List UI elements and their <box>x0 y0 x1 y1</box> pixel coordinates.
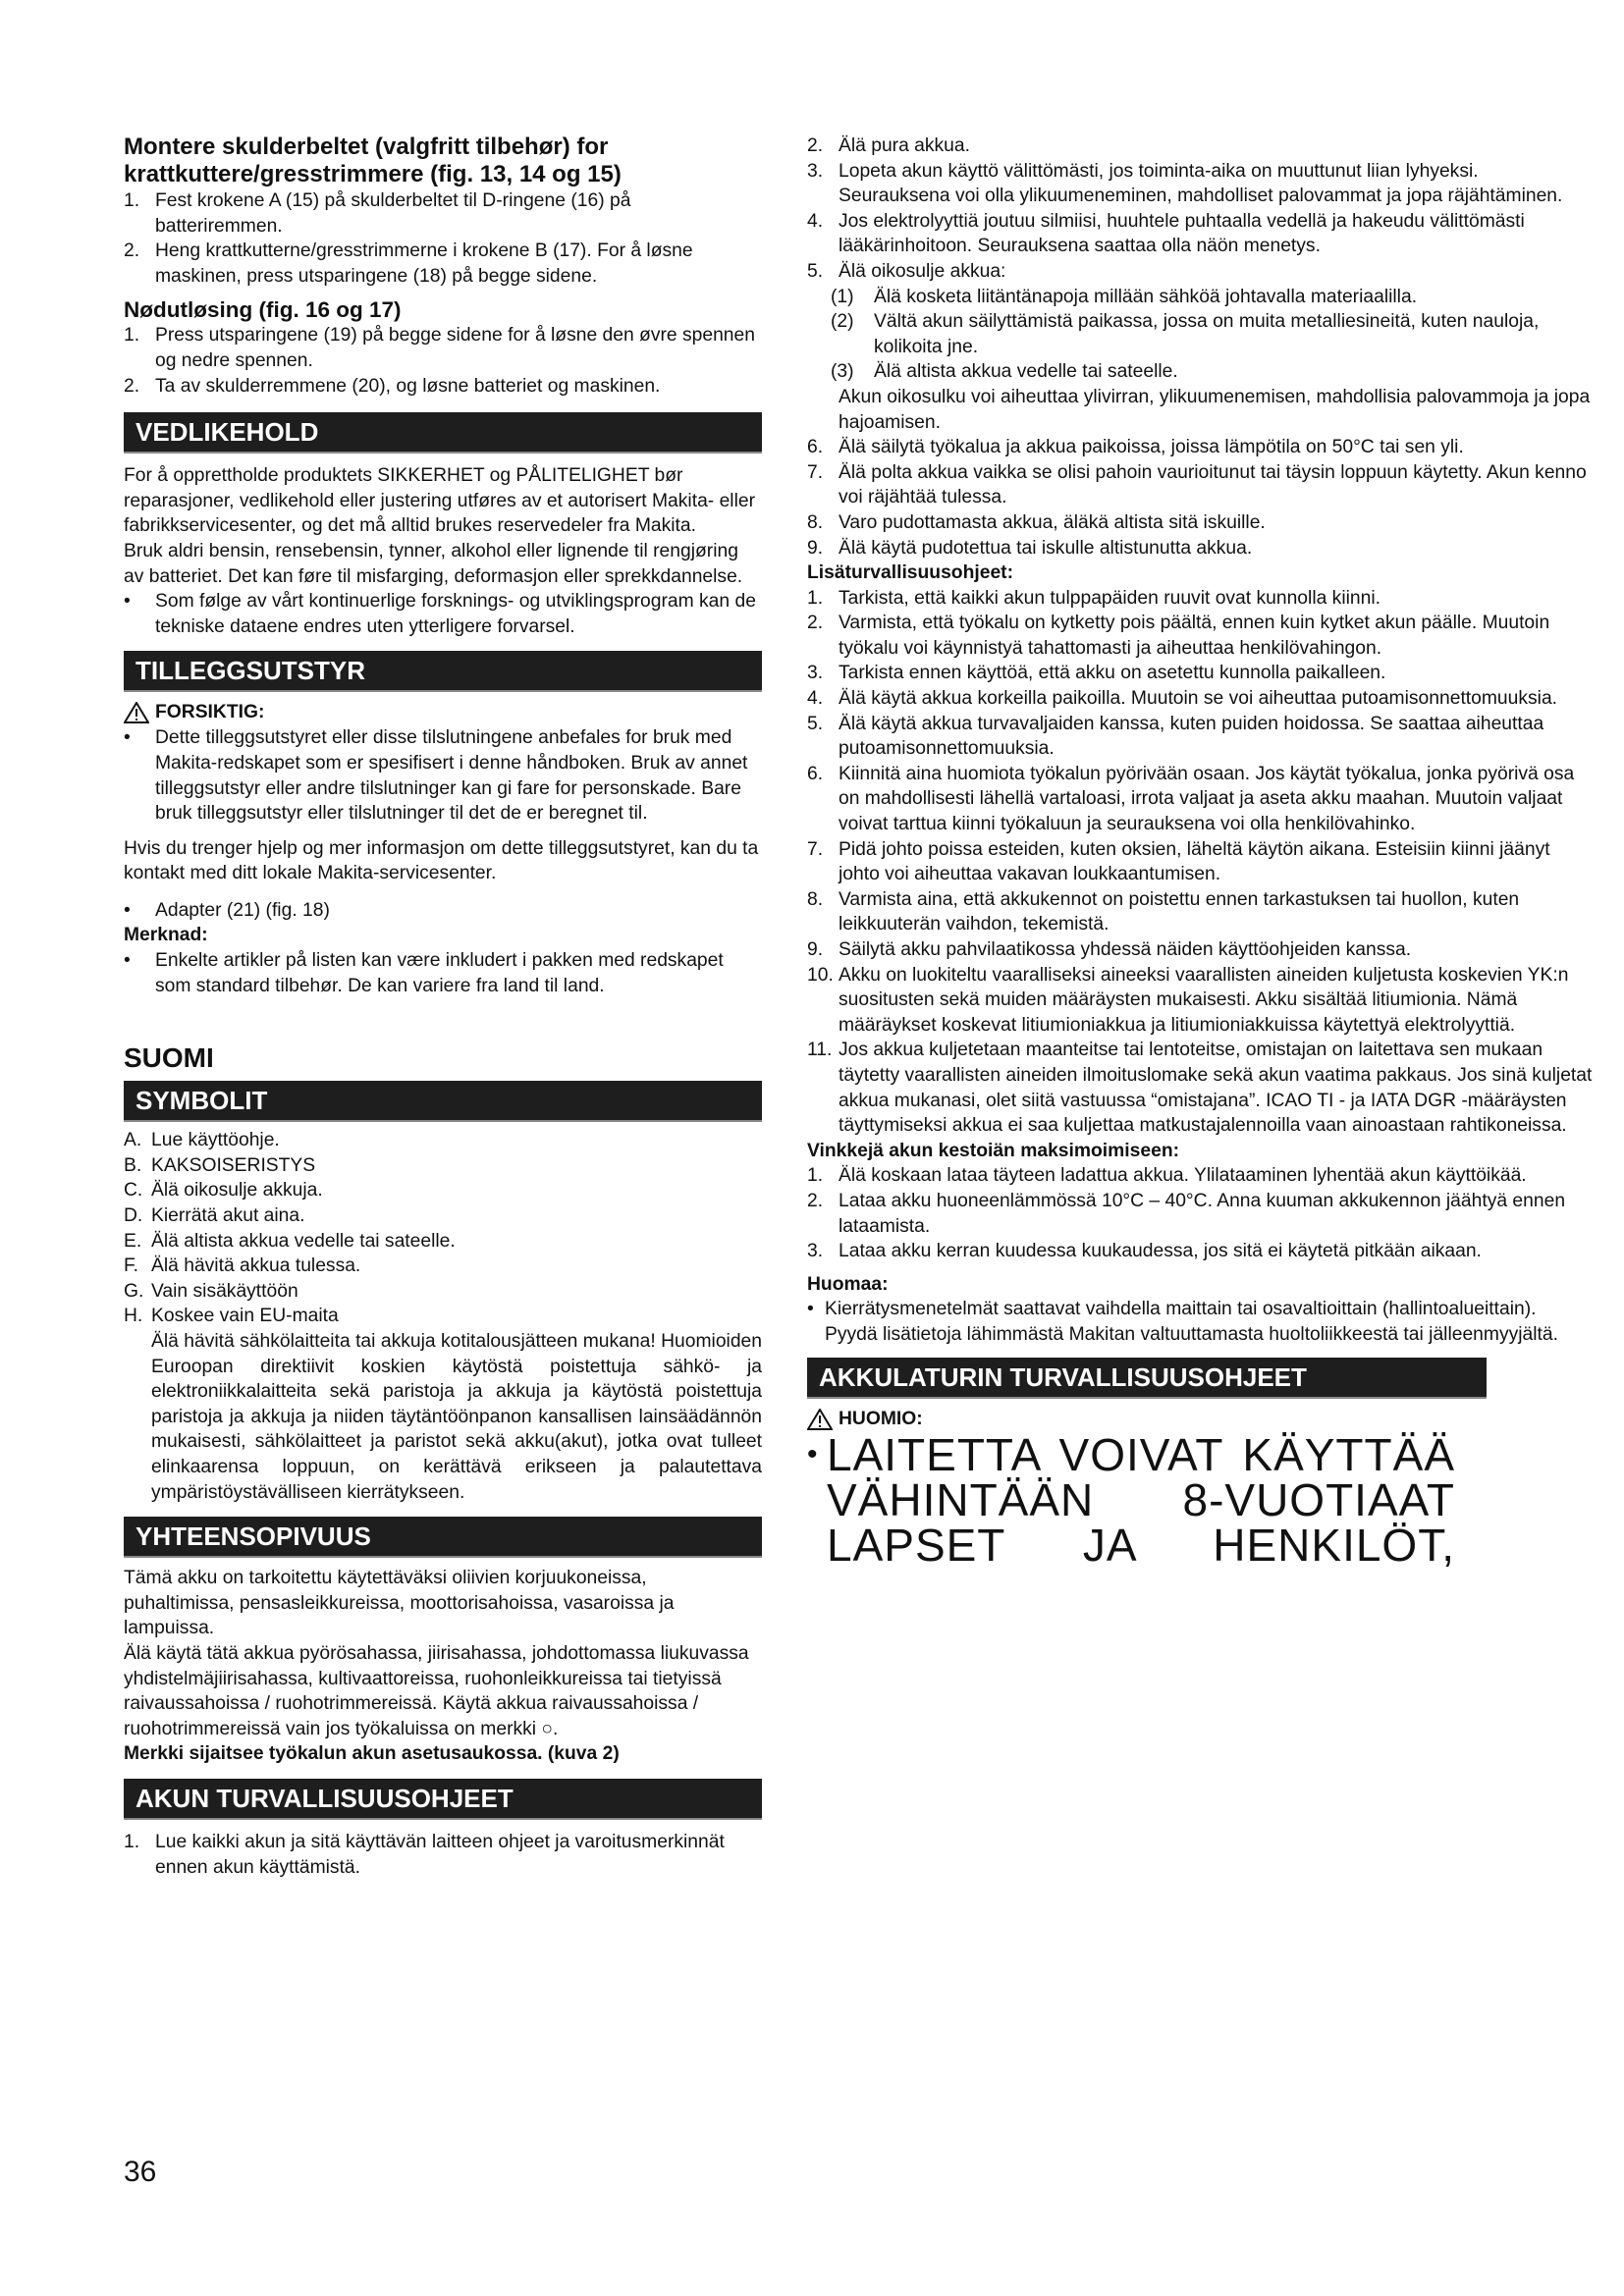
nod-heading: Nødutløsing (fig. 16 og 17) <box>124 297 402 323</box>
right-column <box>807 133 1593 1571</box>
list-item: 9. Säilytä akku pahvilaatikossa yhdessä näiden käyttöohjeiden kanssa. <box>807 939 1412 960</box>
bullet-item: • Enkelte artikler på listen kan være inkludert i pakken med redskapet som standard tilbehør. De kan variere fra land til land. <box>124 950 724 996</box>
list-item: E. Älä altista akkua vedelle tai sateelle. <box>124 1230 456 1252</box>
skulder-heading: Montere skulderbeltet (valgfritt tilbehør) for krattkuttere/gresstrimmere (fig. 13, 14 og 15) <box>124 133 622 187</box>
list-item: 2. Heng krattkutterne/gresstrimmerne i krokene B (17). For å løsne maskinen, press utsparingene (18) på begge sidene. <box>124 240 693 287</box>
list-item: 1. Fest krokene A (15) på skulderbeltet til D-ringene (16) på batteriremmen. <box>124 190 631 237</box>
list-item: 4. Jos elektrolyyttiä joutuu silmiisi, huuhtele puhtaalla vedellä ja hakeudu välittömästi lääkärinhoitoon. Seurauksena saattaa olla näön menetys. <box>807 210 1525 257</box>
huomio-label: HUOMIO: <box>807 1407 1593 1432</box>
list-item: 11. Jos akkua kuljetetaan maanteitse tai lentoteitse, omistajan on laitettava sen mukaan täytetty vaarallisten aineiden ilmoituslomake sekä akun vaatima pakkaus. Jos sinä kuljetat akkua mukanasi, olet siitä vastuussa “omistajana”. ICAO TI - ja IATA DGR -määräysten täyttymiseksi akkua ei saa kuljettaa matkustajalennoilla vaan ainoastaan rahtikoneissa. <box>807 1040 1593 1137</box>
list-item: 4. Älä käytä akkua korkeilla paikoilla. Muutoin se voi aiheuttaa putoamisonnettomuuksia. <box>807 688 1558 710</box>
list-item: 8. Varo pudottamasta akkua, äläkä altista sitä iskuille. <box>807 511 1266 533</box>
warning-triangle-icon <box>124 702 149 723</box>
list-item: H. Koskee vain EU-maita <box>124 1306 339 1327</box>
bullet-item: • Dette tilleggsutstyret eller disse tilslutningene anbefales for bruk med Makita-redskapet som er spesifisert i denne håndboken. Bruk av annet tilleggsutstyr eller andre tilslutninger kan gi fare for personskade. Bare bruk tilleggsutstyr eller tilslutninger til det de er beregnet til. <box>124 727 748 825</box>
large-warning-text: • LAITETTA VOIVAT KÄYTTÄÄ VÄHINTÄÄN 8-VUOTIAAT LAPSET JA HENKILÖT, <box>807 1428 1455 1571</box>
bullet-item: • Som følge av vårt kontinuerlige forsknings- og utviklingsprogram kan de tekniske dataene endres uten ytterligere forvarsel. <box>124 591 756 637</box>
list-item: 2. Lataa akku huoneenlämmössä 10°C – 40°C. Anna kuuman akkukennon jäähtyä ennen lataamista. <box>807 1190 1566 1237</box>
compat-paragraph: Tämä akku on tarkoitettu käytettäväksi oliivien korjuukoneissa, puhaltimissa, pensasleikkureissa, moottorisahoissa, vasaroissa ja lampuissa. <box>124 1568 675 1639</box>
list-item: 2. Varmista, että työkalu on kytketty pois päältä, ennen kuin kytket akun päälle. Muutoin työkalu voi käynnistyä tahattomasti ja aiheuttaa henkilövahingon. <box>807 613 1550 659</box>
list-item: 1. Lue kaikki akun ja sitä käyttävän laitteen ohjeet ja varoitusmerkinnät ennen akun käyttämistä. <box>124 1831 725 1878</box>
list-item: F. Älä hävitä akkua tulessa. <box>124 1255 361 1277</box>
list-item: 6. Älä säilytä työkalua ja akkua paikoissa, joissa lämpötila on 50°C tai sen yli. <box>807 437 1464 458</box>
section-bar-akkulaturi: AKKULATURIN TURVALLISUUSOHJEET <box>807 1358 1487 1399</box>
list-item: 1. Press utsparingene (19) på begge sidene for å løsne den øvre spennen og nedre spennen. <box>124 325 755 371</box>
skulder-steps <box>124 188 762 289</box>
help-text: Hvis du trenger hjelp og mer informasjon om dette tilleggsutstyret, kan du ta kontakt med ditt lokale Makita-servicesenter. <box>124 837 759 884</box>
bullet-item: • Kierrätysmenetelmät saattavat vaihdella maittain tai osavaltioittain (hallintoalueittain). Pyydä lisätietoja lähimmästä Makitan valtuuttamasta huoltoliikkeestä tai jälleenmyyjältä. <box>807 1299 1558 1345</box>
list-item: 3. Lopeta akun käyttö välittömästi, jos toiminta-aika on muuttunut liian lyhyeksi. Seurauksena voi olla ylikuumeneminen, mahdolliset palovammat ja jopa räjähtäminen. <box>807 160 1563 207</box>
list-item: 1. Tarkista, että kaikki akun tulppapäiden ruuvit ovat kunnolla kiinni. <box>807 587 1380 609</box>
compat-paragraph: Merkki sijaitsee työkalun akun asetusaukossa. (kuva 2) <box>124 1743 620 1765</box>
section-bar-yhteensopivuus: YHTEENSOPIVUUS <box>124 1517 762 1558</box>
forsiktig-label: FORSIKTIG: <box>124 700 762 725</box>
list-item: 7. Pidä johto poissa esteiden, kuten oksien, läheltä käytön aikana. Esteisiin kiinni jäänyt johto voi aiheuttaa vakavan loukkaantumisen. <box>807 838 1550 885</box>
section-bar-vedlikehold: VEDLIKEHOLD <box>124 412 762 454</box>
page-number: 36 <box>124 2156 157 2188</box>
list-item: 2. Ta av skulderremmene (20), og løsne batteriet og maskinen. <box>124 375 661 397</box>
vinkkeja-heading: Vinkkejä akun kestoiän maksimoimiseen: <box>807 1140 1180 1161</box>
weee-text: Älä hävitä sähkölaitteita tai akkuja kotitalousjätteen mukana! Huomioiden Euroopan direktiivit koskien käytöstä poistettuja sähkö- ja elektroniikkalaitteita sekä paristoja ja akkuja ja käytöstä poistettuja paristoja ja akkuja ja niiden täytäntöönpanon kansallisen lainsäädännön mukaisesti, sähkölaitteet ja paristot sekä akku(akut), jotka ovat tulleet elinkaarensa loppuun, on kerättävä erikseen ja palautettava ympäristöystävälliseen kierrätykseen. <box>151 1331 762 1503</box>
vedlikehold-paragraph: For å opprettholde produktets SIKKERHET og PÅLITELIGHET bør reparasjoner, vedlikehold eller justering utføres av et autorisert Makita- eller fabrikkservicesenter, og det må alltid brukes reservedeler fra Makita. <box>124 465 756 537</box>
section-bar-akun-turvallisuus: AKUN TURVALLISUUSOHJEET <box>124 1779 762 1820</box>
list-item: 3. Tarkista ennen käyttöä, että akku on asetettu kunnolla paikalleen. <box>807 663 1386 684</box>
symbol-list <box>124 1128 762 1505</box>
list-item: 5. Älä käytä akkua turvavaljaiden kanssa, kuten puiden hoidossa. Se saattaa aiheuttaa putoamisonnettomuuksia. <box>807 713 1544 760</box>
compat-paragraph: Älä käytä tätä akkua pyörösahassa, jiirisahassa, johdottomassa liukuvassa yhdistelmäjiirisahassa, kultivaattoreissa, ruohonleikkureissa tai tietyissä raivaussahoissa / ruohotrimmereissä. Käytä akkua raivaussahoissa / ruohotrimmereissä vain jos työkaluissa on merkki ○. <box>124 1642 749 1739</box>
list-item: 2. Älä pura akkua. <box>807 135 970 156</box>
list-item: G. Vain sisäkäyttöön <box>124 1280 298 1302</box>
list-item: 1. Älä koskaan lataa täyteen ladattua akkua. Ylilataaminen lyhentää akun käyttöikää. <box>807 1165 1527 1187</box>
left-column <box>124 133 762 1880</box>
list-item: 8. Varmista aina, että akkukennot on poistettu ennen tarkastuksen tai huollon, kuten leikkuuterän vaihdon, tekemistä. <box>807 888 1520 935</box>
list-item: 7. Älä polta akkua vaikka se olisi pahoin vaurioitunut tai täysin loppuun käytetty. Akun kenno voi räjähtää tulessa. <box>807 461 1587 508</box>
huomaa-label: Huomaa: <box>807 1273 889 1295</box>
vedlikehold-paragraph: Bruk aldri bensin, rensebensin, tynner, alkohol eller lignende til rengjøring av batteriet. Det kan føre til misfarging, deformasjon eller sprekkdannelse. <box>124 540 743 587</box>
lisa-heading: Lisäturvallisuusohjeet: <box>807 562 1014 584</box>
list-item: 6. Kiinnitä aina huomiota työkalun pyörivään osaan. Jos käytät työkalua, jonka pyörivä osa on mahdollisesti lähellä vartaloasi, irrota valjaat ja aseta akku maahan. Muutoin valjaat voivat tarttua kiinni työkaluun ja seurauksena voi olla henkilövahinko. <box>807 763 1575 835</box>
list-item: 10. Akku on luokiteltu vaaralliseksi aineeksi vaarallisten aineiden kuljetusta koskevien YK:n suositusten sekä muiden määräysten mukaisesti. Akku sisältää litiumionia. Nämä määräykset koskevat litiumioniakkua ja litiumioniakkuissa käytettyä elektrolyyttiä. <box>807 964 1569 1036</box>
sub-item: (3) Älä altista akkua vedelle tai sateelle. <box>831 361 1178 383</box>
section-bar-tilleggsutstyr: TILLEGGSUTSTYR <box>124 651 762 692</box>
section-bar-symbolit: SYMBOLIT <box>124 1081 762 1122</box>
list-item: D. Kierrätä akut aina. <box>124 1205 305 1227</box>
bullet-item: • Adapter (21) (fig. 18) <box>124 899 330 921</box>
sub-item: (1) Älä kosketa liitäntänapoja millään sähköä johtavalla materiaalilla. <box>831 286 1418 307</box>
list-item: C. Älä oikosulje akkuja. <box>124 1180 323 1201</box>
merknad-label: Merknad: <box>124 925 208 946</box>
list-item: B. KAKSOISERISTYS <box>124 1154 316 1176</box>
list-item: 5. Älä oikosulje akkua: <box>807 260 1006 282</box>
list-item: 9. Älä käytä pudotettua tai iskulle altistunutta akkua. <box>807 537 1253 559</box>
item-continuation: Akun oikosulku voi aiheuttaa ylivirran, ylikuumenemisen, mahdollisia palovammoja ja jopa hajoamisen. <box>839 386 1591 433</box>
sub-item: (2) Vältä akun säilyttämistä paikassa, jossa on muita metalliesineitä, kuten nauloja, kolikoita jne. <box>831 311 1540 357</box>
nod-steps <box>124 323 762 399</box>
language-heading: SUOMI <box>124 1042 214 1074</box>
list-item: A. Lue käyttöohje. <box>124 1130 280 1151</box>
warning-triangle-icon <box>807 1409 833 1430</box>
list-item: 3. Lataa akku kerran kuudessa kuukaudessa, jos sitä ei käytetä pitkään aikaan. <box>807 1241 1482 1262</box>
